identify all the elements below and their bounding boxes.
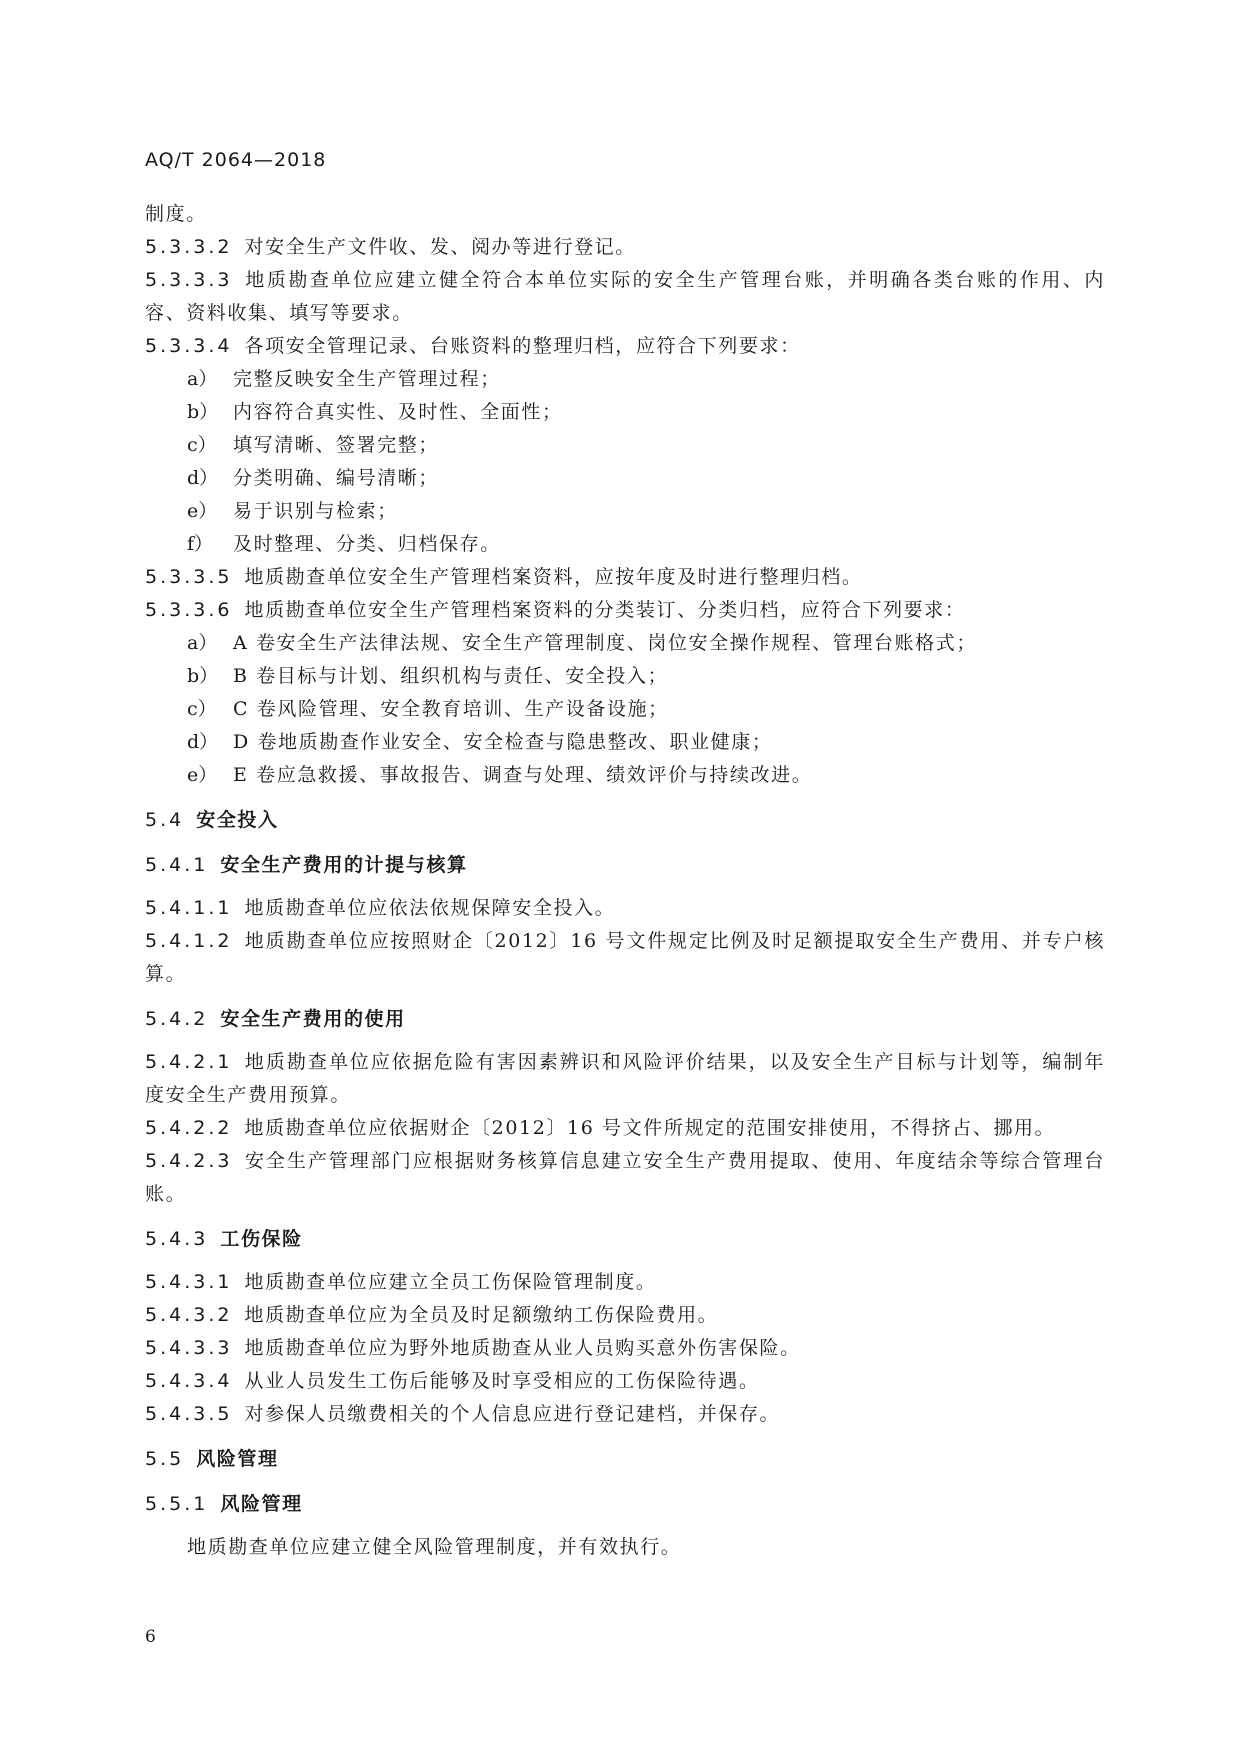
clause-text: 安全生产管理部门应根据财务核算信息建立安全生产费用提取、使用、年度结余等综合管理台账。 [145,1150,1105,1205]
clause-text: 安全投入 [196,809,279,831]
clause-text: 安全生产费用的使用 [220,1008,406,1030]
clause-text: 对安全生产文件收、发、阅办等进行登记。 [244,236,636,258]
clause-text: B 卷目标与计划、组织机构与责任、安全投入； [233,665,669,687]
section-heading [145,849,1105,882]
clause-paragraph [145,198,1105,231]
clause-number: 5.4.1 [145,854,209,876]
clause-text: 风险管理 [196,1448,279,1470]
clause-text: 易于识别与检索； [233,500,398,522]
clause-number: 5.4.2.3 [145,1150,233,1172]
clause-text: 地质勘查单位应建立健全符合本单位实际的安全生产管理台账，并明确各类台账的作用、内容、资料收集、填写等要求。 [145,269,1105,324]
clause-text: 内容符合真实性、及时性、全面性； [233,401,563,423]
list-marker: e） [187,764,218,786]
clause-text: E 卷应急救援、事故报告、调查与处理、绩效评价与持续改进。 [233,764,813,786]
paragraph [145,1531,1105,1564]
clause-number: 5.3.3.4 [145,335,233,357]
clause-text: 地质勘查单位应为全员及时足额缴纳工伤保险费用。 [244,1304,719,1326]
clause-number: 5.4.3.3 [145,1337,233,1359]
clause-text: 地质勘查单位应依据财企〔2012〕16 号文件所规定的范围安排使用，不得挤占、挪用。 [244,1117,1056,1139]
list-item [145,528,1105,561]
clause-paragraph [145,1266,1105,1299]
document-body [145,198,1105,1564]
list-item [145,759,1105,792]
clause-paragraph [145,1365,1105,1398]
clause-number: 5.4.2.1 [145,1051,233,1073]
section-heading [145,804,1105,837]
clause-paragraph [145,1112,1105,1145]
clause-text: A 卷安全生产法律法规、安全生产管理制度、岗位安全操作规程、管理台账格式； [233,632,977,654]
list-marker: e） [187,500,218,522]
clause-number: 5.4.3.5 [145,1403,233,1425]
clause-paragraph [145,1046,1105,1112]
clause-number: 5.4.1.2 [145,930,233,952]
list-marker: a） [187,632,218,654]
list-marker: b） [187,401,219,423]
clause-text: 工伤保险 [220,1228,303,1250]
clause-text: C 卷风险管理、安全教育培训、生产设备设施； [233,698,669,720]
clause-number: 5.3.3.3 [145,269,233,291]
clause-text: 安全生产费用的计提与核算 [220,854,468,876]
list-item [145,726,1105,759]
list-marker: b） [187,665,219,687]
clause-number: 5.4.2 [145,1008,209,1030]
clause-number: 5.3.3.6 [145,599,233,621]
clause-number: 5.4.3.4 [145,1370,233,1392]
clause-paragraph [145,1299,1105,1332]
page-number: 6 [145,1627,156,1647]
clause-text: 各项安全管理记录、台账资料的整理归档，应符合下列要求： [244,335,801,357]
list-marker: d） [187,731,219,753]
clause-text: 地质勘查单位应建立全员工伤保险管理制度。 [244,1271,657,1293]
clause-paragraph [145,925,1105,991]
clause-text: D 卷地质勘查作业安全、安全检查与隐患整改、职业健康； [233,731,773,753]
clause-text: 及时整理、分类、归档保存。 [233,533,501,555]
clause-text: 地质勘查单位应建立健全风险管理制度，并有效执行。 [187,1536,682,1558]
clause-text: 完整反映安全生产管理过程； [233,368,501,390]
clause-paragraph [145,264,1105,330]
clause-paragraph [145,1332,1105,1365]
clause-paragraph [145,1145,1105,1211]
list-marker: f） [187,533,214,555]
list-item [145,396,1105,429]
clause-text: 地质勘查单位应依据危险有害因素辨识和风险评价结果，以及安全生产目标与计划等，编制年度安全生产费用预算。 [145,1051,1105,1106]
list-marker: d） [187,467,219,489]
section-heading [145,1443,1105,1476]
clause-paragraph [145,892,1105,925]
clause-number: 5.3.3.5 [145,566,233,588]
list-item [145,429,1105,462]
clause-text: 分类明确、编号清晰； [233,467,440,489]
clause-number: 5.3.3.2 [145,236,233,258]
clause-number: 5.4.3.2 [145,1304,233,1326]
clause-paragraph [145,594,1105,627]
clause-text: 风险管理 [220,1493,303,1515]
section-heading [145,1488,1105,1521]
clause-number: 5.5.1 [145,1493,209,1515]
clause-text: 对参保人员缴费相关的个人信息应进行登记建档，并保存。 [244,1403,781,1425]
list-item [145,363,1105,396]
clause-text: 地质勘查单位安全生产管理档案资料，应按年度及时进行整理归档。 [244,566,863,588]
clause-text: 地质勘查单位应为野外地质勘查从业人员购买意外伤害保险。 [244,1337,801,1359]
clause-paragraph [145,1398,1105,1431]
list-item [145,693,1105,726]
list-item [145,495,1105,528]
standard-code-header: AQ/T 2064—2018 [145,149,327,171]
list-item [145,462,1105,495]
clause-text: 从业人员发生工伤后能够及时享受相应的工伤保险待遇。 [244,1370,760,1392]
clause-number: 5.4 [145,809,185,831]
clause-text: 制度。 [145,203,207,225]
clause-text: 地质勘查单位应按照财企〔2012〕16 号文件规定比例及时足额提取安全生产费用、并专户核算。 [145,930,1105,985]
clause-number: 5.4.3 [145,1228,209,1250]
list-marker: c） [187,698,217,720]
list-item [145,627,1105,660]
list-item [145,660,1105,693]
clause-number: 5.4.1.1 [145,897,233,919]
clause-number: 5.4.3.1 [145,1271,233,1293]
clause-number: 5.5 [145,1448,185,1470]
clause-paragraph [145,561,1105,594]
clause-paragraph [145,330,1105,363]
list-marker: a） [187,368,218,390]
clause-number: 5.4.2.2 [145,1117,233,1139]
clause-text: 地质勘查单位安全生产管理档案资料的分类装订、分类归档，应符合下列要求： [244,599,966,621]
clause-text: 地质勘查单位应依法依规保障安全投入。 [244,897,616,919]
section-heading [145,1003,1105,1036]
section-heading [145,1223,1105,1256]
clause-text: 填写清晰、签署完整； [233,434,440,456]
clause-paragraph [145,231,1105,264]
list-marker: c） [187,434,217,456]
